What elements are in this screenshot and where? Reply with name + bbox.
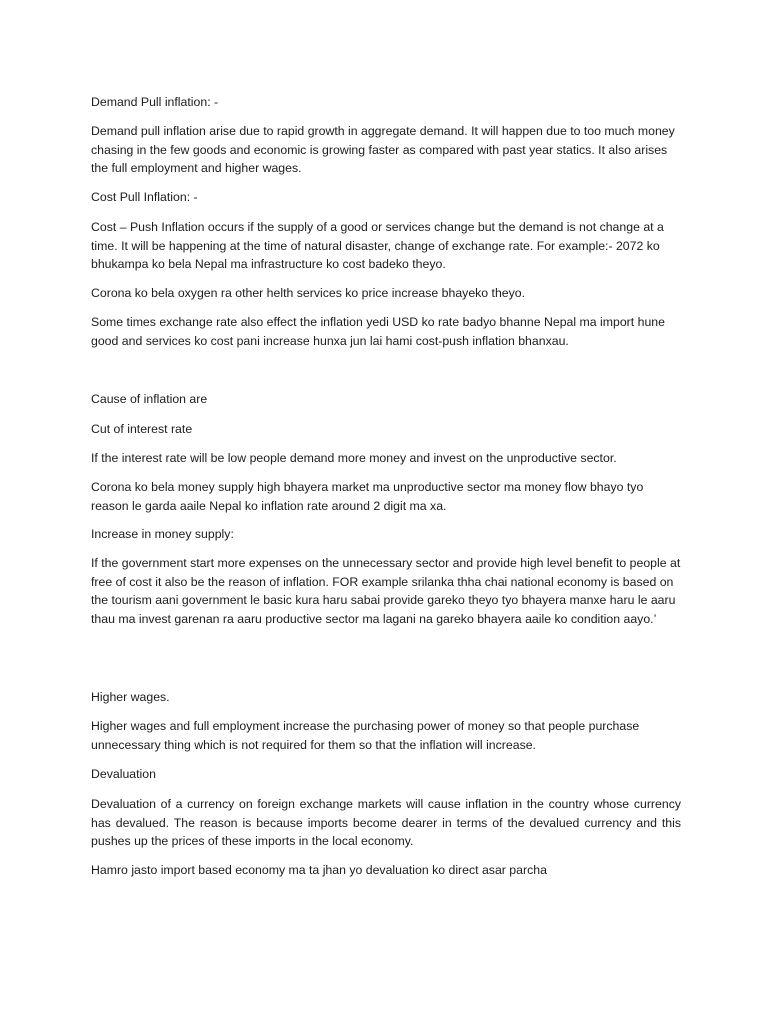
paragraph-demand-pull-definition: Demand pull inflation arise due to rapid growth in aggregate demand. It will happen due to too much money chasing in the few goods and economic is growing faster as compared with past year statics. It also arises the full employment and higher wages. [91,124,675,175]
paragraph-import-based-economy: Hamro jasto import based economy ma ta jhan yo devaluation ko direct asar parcha [91,863,547,877]
paragraph-higher-wages: Higher wages and full employment increase the purchasing power of money so that people purchase unnecessary thing which is not required for them so that the inflation will increase. [91,719,640,752]
paragraph-government-expenses: If the government start more expenses on the unnecessary sector and provide high level benefit to people at free of cost it also be the reason of inflation. FOR example srilanka thha chai national economy is based on the tourism aani government le basic kura haru sabai provide gareko theyo tyo bhayera manxe haru le aaru thau ma invest garenan ra aaru productive sector ma lagani na gareko bhayera aaile ko condition aayo.’ [91,556,681,626]
paragraph-devaluation: Devaluation of a currency on foreign exchange markets will cause inflation in the country whose currency has devalued. The reason is because imports become dearer in terms of the devalued currency and this pushes up the prices of these imports in the local economy. [91,797,681,848]
paragraph-corona-oxygen: Corona ko bela oxygen ra other helth services ko price increase bhayeko theyo. [91,286,526,300]
heading-demand-pull: Demand Pull inflation: - [91,95,219,109]
heading-higher-wages: Higher wages. [91,690,170,704]
paragraph-corona-money-supply: Corona ko bela money supply high bhayera market ma unproductive sector ma money flow bhayo tyo reason le garda aaile Nepal ko inflation rate around 2 digit ma xa. [91,480,644,513]
heading-cut-of-interest-rate: Cut of interest rate [91,422,193,436]
heading-cost-pull: Cost Pull Inflation: - [91,190,198,204]
paragraph-interest-rate: If the interest rate will be low people demand more money and invest on the unproductive sector. [91,451,617,465]
heading-cause-of-inflation: Cause of inflation are [91,392,208,406]
heading-increase-in-money-supply: Increase in money supply: [91,527,234,541]
paragraph-exchange-rate: Some times exchange rate also effect the inflation yedi USD ko rate badyo bhanne Nepal ma import hune good and services ko cost pani increase hunxa jun lai hami cost-push inflation bhanxau. [91,315,665,348]
heading-devaluation: Devaluation [91,767,156,781]
paragraph-cost-push-definition: Cost – Push Inflation occurs if the supply of a good or services change but the demand is not change at a time. It will be happening at the time of natural disaster, change of exchange rate. For example:- 2072 ko bhukampa ko bela Nepal ma infrastructure ko cost badeko theyo. [91,220,664,271]
